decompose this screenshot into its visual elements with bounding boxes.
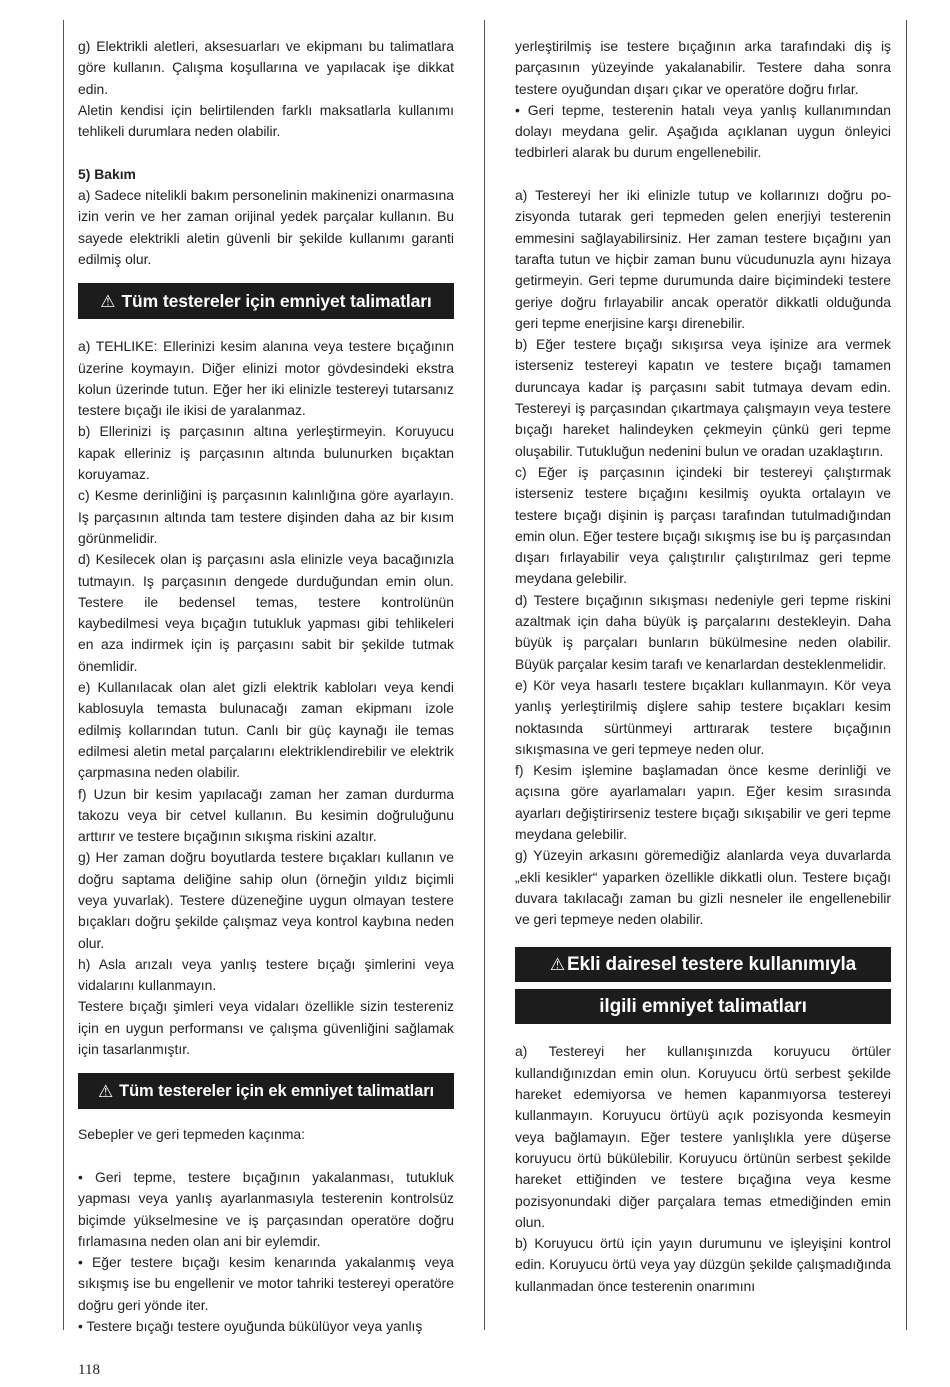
banner-title: Tüm testereler için ek emniyet talimatları: [119, 1081, 435, 1100]
prevention-list: [515, 185, 891, 930]
warning-triangle-icon: ⚠: [97, 1081, 114, 1101]
list-item: b) Koruyucu örtü için yayın durumunu ve işleyişini kontrol edin. Koruyucu örtü veya yay düzgün şekilde çalışmadığında kullanmadan önce testerenin onarımını: [515, 1235, 891, 1294]
right-margin-rule: [906, 20, 907, 1330]
list-item: f) Uzun bir kesim yapılacağı zaman her zaman durdurma takozu veya bir cetvel kullanın. Bu kesimin doğruluğunu arttırır ve testere bıçağının sıkışma riskini azaltır.: [78, 785, 454, 845]
paragraph: Aletin kendisi için belirtilenden farklı maksatlarla kullanımı tehlikeli durumlara neden olabilir.: [78, 101, 454, 140]
all-saws-list: [78, 336, 454, 1060]
list-item: • Geri tepme, testere bıçağının yakalanması, tutukluk yapması veya yanlış ayarlanmasıyla testerenin kontrolsüz biçimde yükselmesine ve iş parçasından operatöre doğru fırlamasına neden olan ani bir eylemdir.: [78, 1168, 454, 1249]
kickback-intro: Sebepler ve geri tepmeden kaçınma:: [78, 1126, 306, 1143]
warning-triangle-icon: ⚠: [549, 955, 565, 975]
list-item: d) Kesilecek olan iş parçasını asla elinizle veya bacağınızla tutmayın. Iş parçasının dengede durduğundan emin olun. Testere ile bedensel temas, testere kontrolünün kaybedilmesi veya bıçağın tutukluk yapması gibi tehlikeleri en aza indirmek için iş parçasını sabit bir şekilde tutmak önemlidir.: [78, 551, 454, 674]
list-item: a) Testereyi her kullanışınızda koruyucu örtüler kullandığınızdan emin olun. Koruyucu örtü serbest şekilde hareket edemiyorsa ve hemen kapanmıyorsa testereyi kullanmayın. Koruyucu örtüyü açık pozisyonda kesmeyin veya bağlamayın. Eğer testere yanlışlıkla yere düşerse koruyucu örtü bükülebilir. Koruyucu örtünün serbest şekilde hareket ettiğinden ve testere bıçağına veya kesme pozisyonundaki diğer parçalara temas etmediğinden emin olun.: [515, 1043, 891, 1230]
left-margin-rule: [63, 20, 64, 1330]
section-banner-additional: [78, 1073, 454, 1109]
column-divider-rule: [484, 20, 485, 1330]
paragraph: g) Elektrikli aletleri, aksesuarları ve ekipmanı bu talimatlara göre kullanın. Çalışma koşullarına ve yapılacak işe dikkat edin.: [78, 38, 454, 97]
paragraph: a) Sadece nitelikli bakım personelinin makinenizi onarmasına izin verin ve her zaman orijinal yedek parçalar kullanın. Bu sayede elektrikli aletin güvenli bir şekilde kullanımı garanti edilmiş olur.: [78, 187, 455, 267]
list-item: b) Ellerinizi iş parçasının altına yerleştirmeyin. Koruyucu kapak elleriniz iş parçasının altında bulunurken bıçaktan koruyamaz.: [78, 423, 454, 483]
banner-title: Tüm testereler için emniyet talimatları: [121, 290, 432, 311]
list-item: f) Kesim işlemine başlamadan önce kesme derinliği ve açısına göre ayarlamaları yapın. Eğer kesim sırasında ayarları değiştirirseniz testere bıçağı sıkışabilir ve geri tepme meydana gelebilir.: [515, 762, 891, 842]
section-banner-plunge-line2: [515, 989, 891, 1024]
list-item: g) Her zaman doğru boyutlarda testere bıçakları kullanın ve doğru saptama deliğine sahip olun (örneğin yıldız biçimli veya yuvarlak). Testere düzeneğine uygun olmayan testere bıçakları doğru şekilde çalışmaz veya kontrol kaybına neden olur.: [78, 849, 454, 951]
paragraph: • Geri tepme, testerenin hatalı veya yanlış kullanımından dolayı meydana gelir. Aşağıda açıklanan uygun önleyici tedbirleri alarak bu durum engellenebilir.: [515, 101, 891, 161]
page-number: 118: [78, 1362, 100, 1378]
list-item: • Eğer testere bıçağı kesim kenarında yakalanmış veya sıkışmış ise bu engellenir ve motor tahriki testereyi operatöre doğru geri yönde iter.: [78, 1254, 454, 1313]
banner-title: ilgili emniyet talimatları: [599, 995, 807, 1017]
list-item: e) Kullanılacak olan alet gizli elektrik kabloları veya kendi kablosuyla temasta bulunacağı zaman ekipmanı izole edilmiş kollarından tutun. Canlı bir güç kaynağı ile temas edilmesi aletin metal parçalarını elektriklendirebilir ve elektrik çarpmasına neden olabilir.: [78, 679, 454, 781]
list-item: • Testere bıçağı testere oyuğunda bükülüyor veya yanlış: [78, 1318, 423, 1335]
list-item: e) Kör veya hasarlı testere bıçakları kullanmayın. Kör veya yanlış yerleştirilmiş dişlere sahip testere bıçakları kesim noktasında sürtünmeyi arttırarak testere bıçağının sıkışmasına ve geri tepmeye neden olur.: [515, 676, 891, 757]
section-banner-plunge-line1: [515, 947, 891, 982]
kickback-list: [78, 1167, 454, 1337]
right-column: [515, 36, 891, 1297]
banner-title: Ekli dairesel testere kullanımıyla: [566, 953, 857, 975]
plunge-list: [515, 1041, 891, 1297]
list-item: b) Eğer testere bıçağı sıkışırsa veya işinize ara vermek isterseniz testereyi kapatın ve testere bıçağı tamamen duruncaya kadar iş parçasını sabit tutmaya devam edin. Testereyi iş parçasından çıkartmaya çalışmayın veya testere bıçağı hareket halindeyken çekmeyin çünkü geri tepme oluşabilir. Tutukluğun nedenini bulun ve oradan uzaklaştırın.: [515, 336, 891, 459]
list-item: h) Asla arızalı veya yanlış testere bıçağı şimlerini veya vidalarını kullanmayın.: [78, 955, 454, 994]
warning-triangle-icon: ⚠: [100, 291, 116, 311]
paragraph: yerleştirilmiş ise testere bıçağının arka tarafındaki diş iş parçasının yüzeyinde yakalanabilir. Testere daha sonra testere oyuğundan dışarı çıkar ve operatöre doğru fırlar.: [515, 38, 891, 97]
list-item: c) Kesme derinliğini iş parçasının kalınlığına göre ayarlayın. Iş parçasının altında tam testere dişinden daha az bir kısım görünmelidir.: [78, 487, 454, 546]
list-item: d) Testere bıçağının sıkışması nedeniyle geri tepme riskini azaltmak için daha büyük iş parçalarını destekleyin. Daha büyük iş parçaları bunların bükülmesine neden olabilir. Büyük parçalar kesim tarafı ve kenarlardan desteklenmelidir.: [515, 591, 891, 672]
list-item: Testere bıçağı şimleri veya vidaları özellikle sizin testereniz için en uygun performansı ve çalışma güvenliğini sağlamak için tasarlanmıştır.: [78, 998, 454, 1058]
section-banner-all-saws: [78, 283, 454, 319]
list-item: a) TEHLIKE: Ellerinizi kesim alanına veya testere bıçağının üzerine koymayın. Diğer elinizi motor gövdesindeki ekstra kolun üzerinde tutun. Eğer her iki elinizle testereyi tutarsanız testere bıçağı ile ikisi de yaralanmaz.: [78, 338, 454, 419]
left-column: [78, 36, 454, 1337]
list-item: c) Eğer iş parçasının içindeki bir testereyi çalıştırmak isterseniz testere bıçağını kesilmiş oyukta ortalayın ve testere bıçağı dişinin iş parçası tarafından tutulmadığından emin olun. Eğer testere bıçağı sıkışmış ise bu iş parçasından dışarı fırlayabilir veya çalıştırılır çalıştırılmaz geri tepme meydana gelebilir.: [515, 463, 891, 587]
list-item: a) Testereyi her iki elinizle tutup ve kollarınızı doğru pozisyonda tutarak geri tepmeden gelen enerjiyi testerenin emmesini sağlayabilirsiniz. Her zaman testere bıçağını yan tarafta tutun ve hiçbir zaman bunu vücudunuzla aynı hizaya getirmeyin. Geri tepme durumunda daire biçimindeki testere geriye doğru fırlayabilir ancak operatör dikkatli olduğunda geri tepme enerjisine karşı direnebilir.: [515, 187, 891, 331]
list-item: g) Yüzeyin arkasını göremediğiz alanlarda veya duvarlarda „ekli kesikler“ yaparken özellikle dikkatli olun. Testere bıçağı duvara takılacağı zaman bu gizli nesneler ile engellenebilir ve geri tepmeye neden olabilir.: [515, 847, 891, 928]
maintenance-heading: 5) Bakım: [78, 165, 136, 182]
